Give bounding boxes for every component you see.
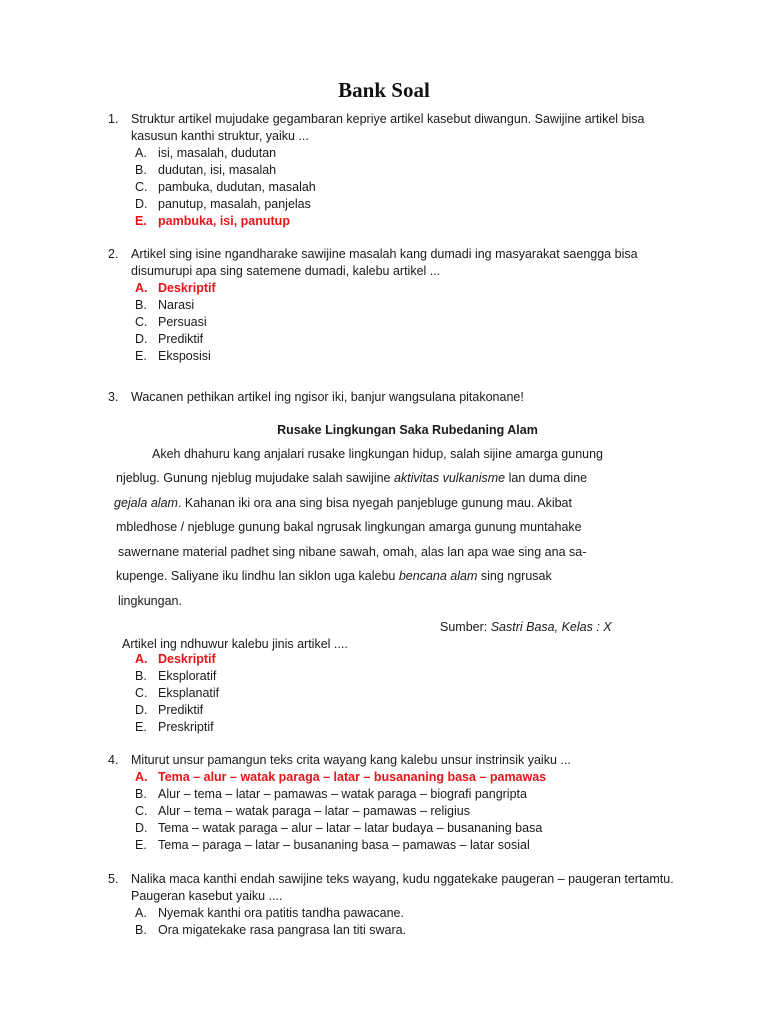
option-letter: C. xyxy=(135,180,148,194)
passage-italic-term: bencana alam xyxy=(398,569,478,583)
option-text: Eksploratif xyxy=(158,669,217,683)
option-text: Alur – tema – latar – pamawas – watak paraga – biografi pangripta xyxy=(158,787,527,801)
passage-text: . xyxy=(178,594,182,608)
option-text: Tema – watak paraga – alur – latar – latar budaya – busananing basa xyxy=(158,821,543,835)
question-number: 1. xyxy=(108,112,119,126)
options-list xyxy=(135,769,688,854)
option-a xyxy=(135,651,219,668)
option-e xyxy=(135,837,688,854)
passage-line xyxy=(116,569,552,583)
option-letter: A. xyxy=(135,146,147,160)
option-text: Prediktif xyxy=(158,332,204,346)
option-letter: C. xyxy=(135,804,148,818)
option-a xyxy=(135,905,688,922)
options-list xyxy=(135,905,688,939)
passage-text: Akeh dhahuru kang anjalari rusake lingkungan hidup, salah sijine amarga gunung xyxy=(152,447,604,461)
option-letter: D. xyxy=(135,332,148,346)
option-c xyxy=(135,314,688,331)
option-d xyxy=(135,702,219,719)
passage-text: sawernane material padhet sing nibane sawah, omah, alas lan apa wae sing ana sa- xyxy=(118,545,587,559)
question-3-stem: Artikel ing ndhuwur kalebu jinis artikel .... xyxy=(122,637,348,651)
option-letter: B. xyxy=(135,787,147,801)
option-letter: D. xyxy=(135,821,148,835)
passage-line xyxy=(118,545,586,559)
option-text: Prediktif xyxy=(158,703,204,717)
passage-line xyxy=(118,594,182,608)
option-text: Alur – tema – watak paraga – latar – pamawas – religius xyxy=(158,804,470,818)
options-list xyxy=(135,145,688,230)
option-letter: E. xyxy=(135,214,147,228)
option-text: panutup, masalah, panjelas xyxy=(158,197,311,211)
question-5 xyxy=(108,871,688,939)
option-letter: E. xyxy=(135,720,147,734)
option-e xyxy=(135,719,219,736)
option-letter: A. xyxy=(135,906,147,920)
option-letter: B. xyxy=(135,163,147,177)
option-text: Tema – alur – watak paraga – latar – busananing basa – pamawas xyxy=(158,770,547,784)
option-letter: B. xyxy=(135,298,147,312)
page-title: Bank Soal xyxy=(338,78,430,102)
passage-italic-term: aktivitas vulkanisme xyxy=(393,471,506,485)
question-text: Artikel sing isine ngandharake sawijine masalah kang dumadi ing masyarakat saengga bisa disumurupi apa sing satemene dumadi, kalebu artikel ... xyxy=(131,247,638,278)
option-text: Ora migatekake rasa pangrasa lan titi swara. xyxy=(158,923,407,937)
passage-text: lan duma dine xyxy=(505,471,588,485)
option-text: Eksplanatif xyxy=(158,686,220,700)
options-list xyxy=(135,280,688,365)
option-text: Deskriptif xyxy=(158,281,216,295)
option-d xyxy=(135,331,688,348)
option-letter: D. xyxy=(135,197,148,211)
option-letter: D. xyxy=(135,703,148,717)
question-text: Miturut unsur pamangun teks crita wayang kang kalebu unsur instrinsik yaiku ... xyxy=(131,753,571,767)
passage-line xyxy=(116,471,587,485)
passage-text: kupenge. Saliyane iku lindhu lan siklon uga kalebu xyxy=(116,569,399,583)
passage-text: lingkungan xyxy=(118,594,179,608)
option-e xyxy=(135,213,688,230)
question-number: 4. xyxy=(108,753,119,767)
question-number: 2. xyxy=(108,247,119,261)
option-a xyxy=(135,280,688,297)
option-c xyxy=(135,685,219,702)
passage-italic-term: gejala alam xyxy=(114,496,178,510)
option-text: pambuka, dudutan, masalah xyxy=(158,180,316,194)
passage-text: . Kahanan iki ora ana sing bisa nyegah panjebluge gunung mau. Akibat xyxy=(177,496,572,510)
option-letter: C. xyxy=(135,315,148,329)
option-letter: B. xyxy=(135,669,147,683)
option-c xyxy=(135,803,688,820)
option-b xyxy=(135,786,688,803)
options-list xyxy=(135,651,219,736)
passage-source xyxy=(440,620,612,634)
source-value: Sastri Basa, Kelas : X xyxy=(490,620,612,634)
passage-title: Rusake Lingkungan Saka Rubedaning Alam xyxy=(277,423,538,437)
question-text: Nalika maca kanthi endah sawijine teks wayang, kudu nggatekake paugeran – paugeran tertamtu. Paugeran kasebut yaiku .... xyxy=(131,872,674,903)
passage-text: njeblug. Gunung njeblug mujudake salah sawijine xyxy=(116,471,394,485)
option-b xyxy=(135,297,688,314)
option-text: Preskriptif xyxy=(158,720,214,734)
option-text: Nyemak kanthi ora patitis tandha pawacane. xyxy=(158,906,404,920)
option-letter: E. xyxy=(135,349,147,363)
option-text: Narasi xyxy=(158,298,195,312)
option-letter: C. xyxy=(135,686,148,700)
question-number: 3. xyxy=(108,390,119,404)
option-a xyxy=(135,145,688,162)
option-text: isi, masalah, dudutan xyxy=(158,146,277,160)
question-text: Struktur artikel mujudake gegambaran kepriye artikel kasebut diwangun. Sawijine artikel bisa kasusun kanthi struktur, yaiku ... xyxy=(131,112,645,143)
option-letter: A. xyxy=(135,770,148,784)
question-number: 5. xyxy=(108,872,119,886)
question-2 xyxy=(108,246,688,365)
option-e xyxy=(135,348,688,365)
option-text: pambuka, isi, panutup xyxy=(158,214,290,228)
option-a xyxy=(135,769,688,786)
option-b xyxy=(135,668,219,685)
passage-text: mbledhose / njebluge gunung bakal ngrusak lingkungan amarga gunung muntahake xyxy=(116,520,582,534)
option-letter: E. xyxy=(135,838,147,852)
passage-text: sing ngrusak xyxy=(477,569,552,583)
option-d xyxy=(135,196,688,213)
question-3 xyxy=(108,389,688,406)
passage-line xyxy=(114,496,572,510)
option-text: Eksposisi xyxy=(158,349,211,363)
option-b xyxy=(135,922,688,939)
question-text: Wacanen pethikan artikel ing ngisor iki, banjur wangsulana pitakonane! xyxy=(131,390,524,404)
option-text: dudutan, isi, masalah xyxy=(158,163,277,177)
option-text: Tema – paraga – latar – busananing basa – pamawas – latar sosial xyxy=(158,838,530,852)
option-letter: A. xyxy=(135,281,148,295)
option-letter: B. xyxy=(135,923,147,937)
source-label: Sumber: xyxy=(440,620,491,634)
option-d xyxy=(135,820,688,837)
passage-line xyxy=(116,520,582,534)
option-c xyxy=(135,179,688,196)
option-text: Persuasi xyxy=(158,315,207,329)
passage-line xyxy=(152,447,603,461)
option-letter: A. xyxy=(135,652,148,666)
option-b xyxy=(135,162,688,179)
question-1 xyxy=(108,111,688,230)
option-text: Deskriptif xyxy=(158,652,216,666)
question-4 xyxy=(108,752,688,854)
